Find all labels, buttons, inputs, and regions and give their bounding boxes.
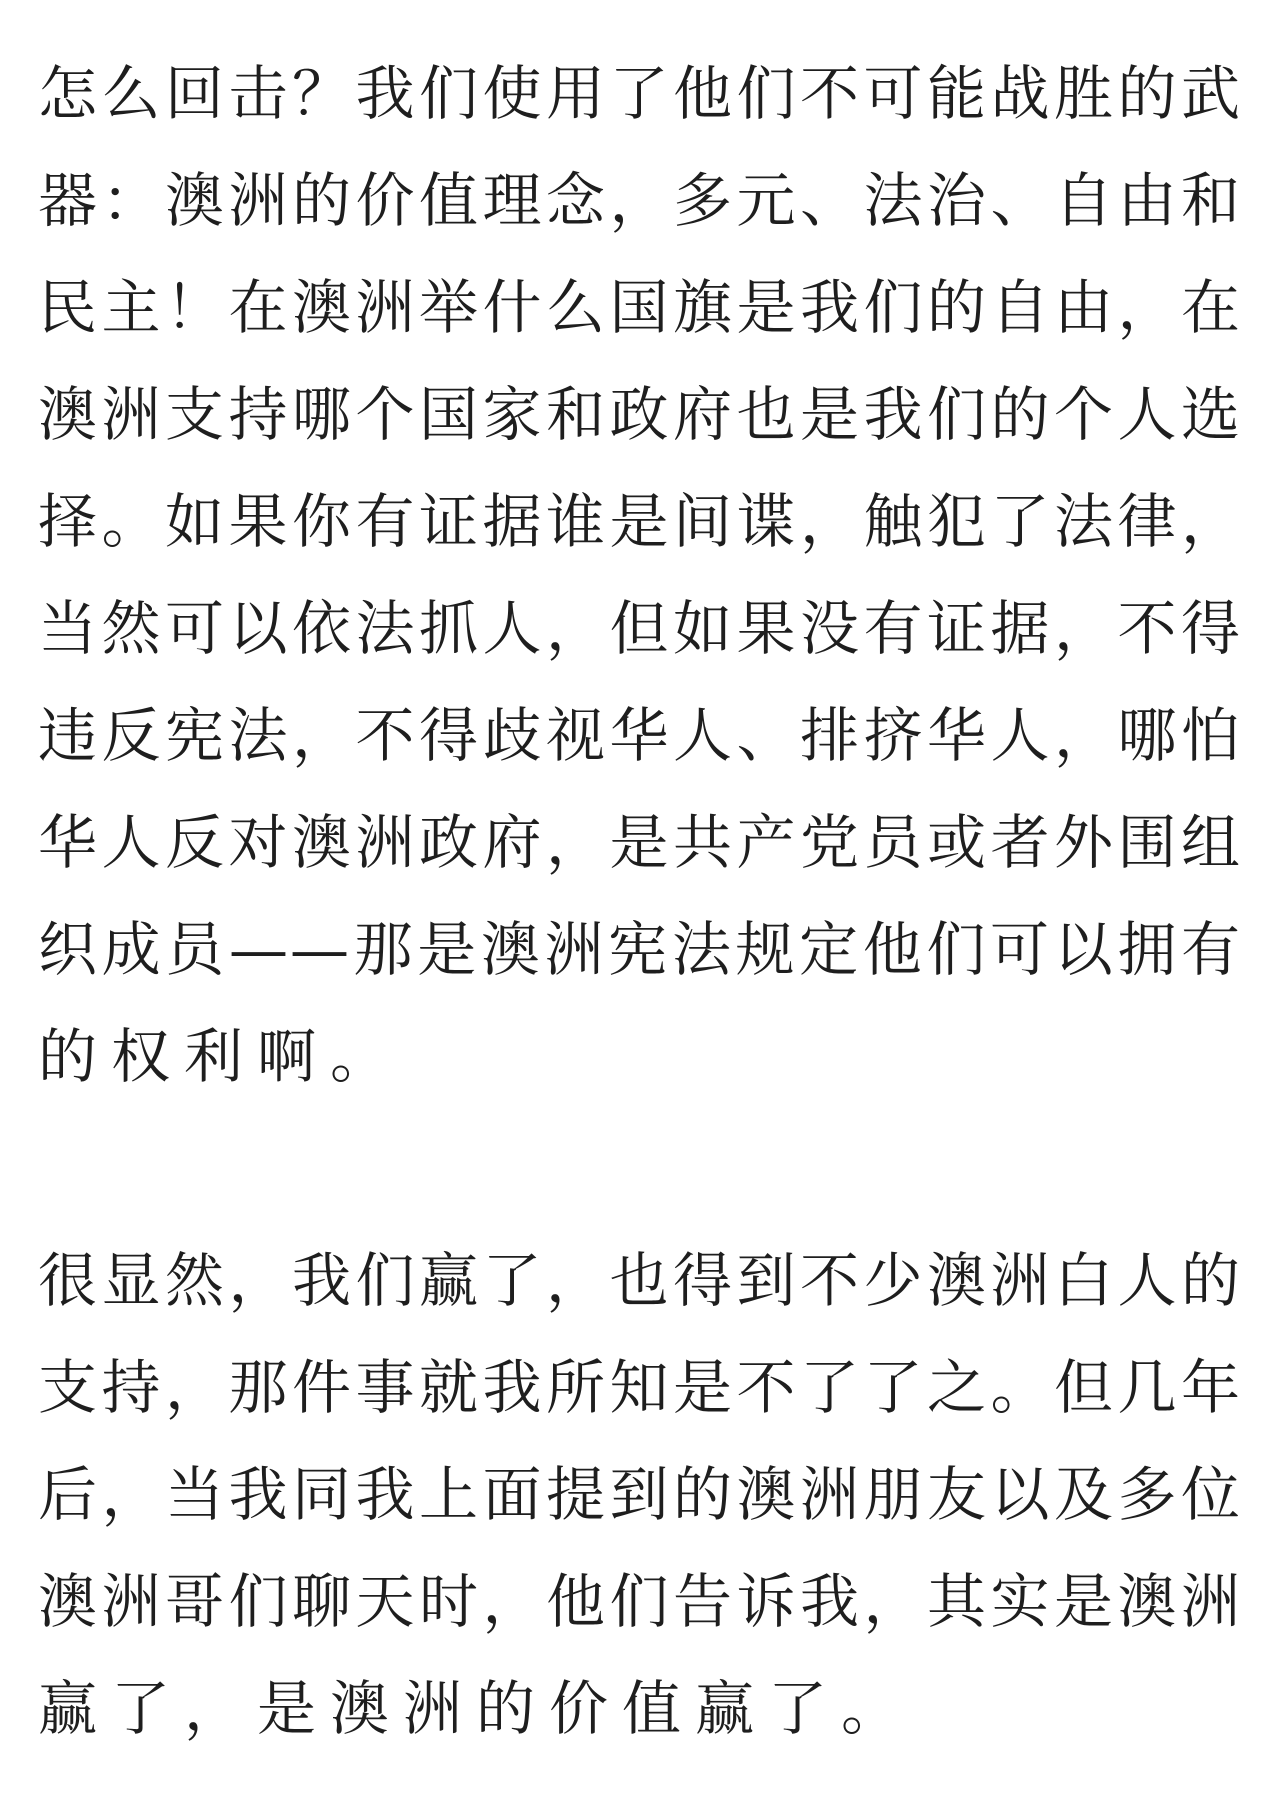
- text-line: 华人反对澳洲政府，是共产党员或者外围组: [38, 808, 1242, 877]
- text-line: 很显然，我们赢了，也得到不少澳洲白人的: [38, 1246, 1242, 1315]
- text-line: 澳洲支持哪个国家和政府也是我们的个人选: [38, 380, 1242, 449]
- text-line: 违反宪法，不得歧视华人、排挤华人，哪怕: [38, 701, 1242, 770]
- text-line: 怎么回击？我们使用了他们不可能战胜的武: [38, 59, 1242, 128]
- text-line: 支持，那件事就我所知是不了了之。但几年: [38, 1353, 1242, 1422]
- text-line: 澳洲哥们聊天时，他们告诉我，其实是澳洲: [38, 1567, 1242, 1636]
- text-line: 当然可以依法抓人，但如果没有证据，不得: [38, 594, 1242, 663]
- paragraph-2: [38, 1227, 1242, 1762]
- text-line: 器：澳洲的价值理念，多元、法治、自由和: [38, 166, 1242, 235]
- paragraph-gap: [38, 1110, 1242, 1227]
- text-line: 赢了，是澳洲的价值赢了。: [38, 1674, 915, 1743]
- text-line: 的权利啊。: [38, 1022, 404, 1091]
- text-line: 民主！在澳洲举什么国旗是我们的自由，在: [38, 273, 1242, 342]
- text-line: 后，当我同我上面提到的澳洲朋友以及多位: [38, 1460, 1242, 1529]
- article-body: [38, 40, 1242, 1762]
- paragraph-1: [38, 40, 1242, 1110]
- text-line: 织成员——那是澳洲宪法规定他们可以拥有: [38, 915, 1242, 984]
- text-line: 择。如果你有证据谁是间谍，触犯了法律，: [38, 487, 1242, 556]
